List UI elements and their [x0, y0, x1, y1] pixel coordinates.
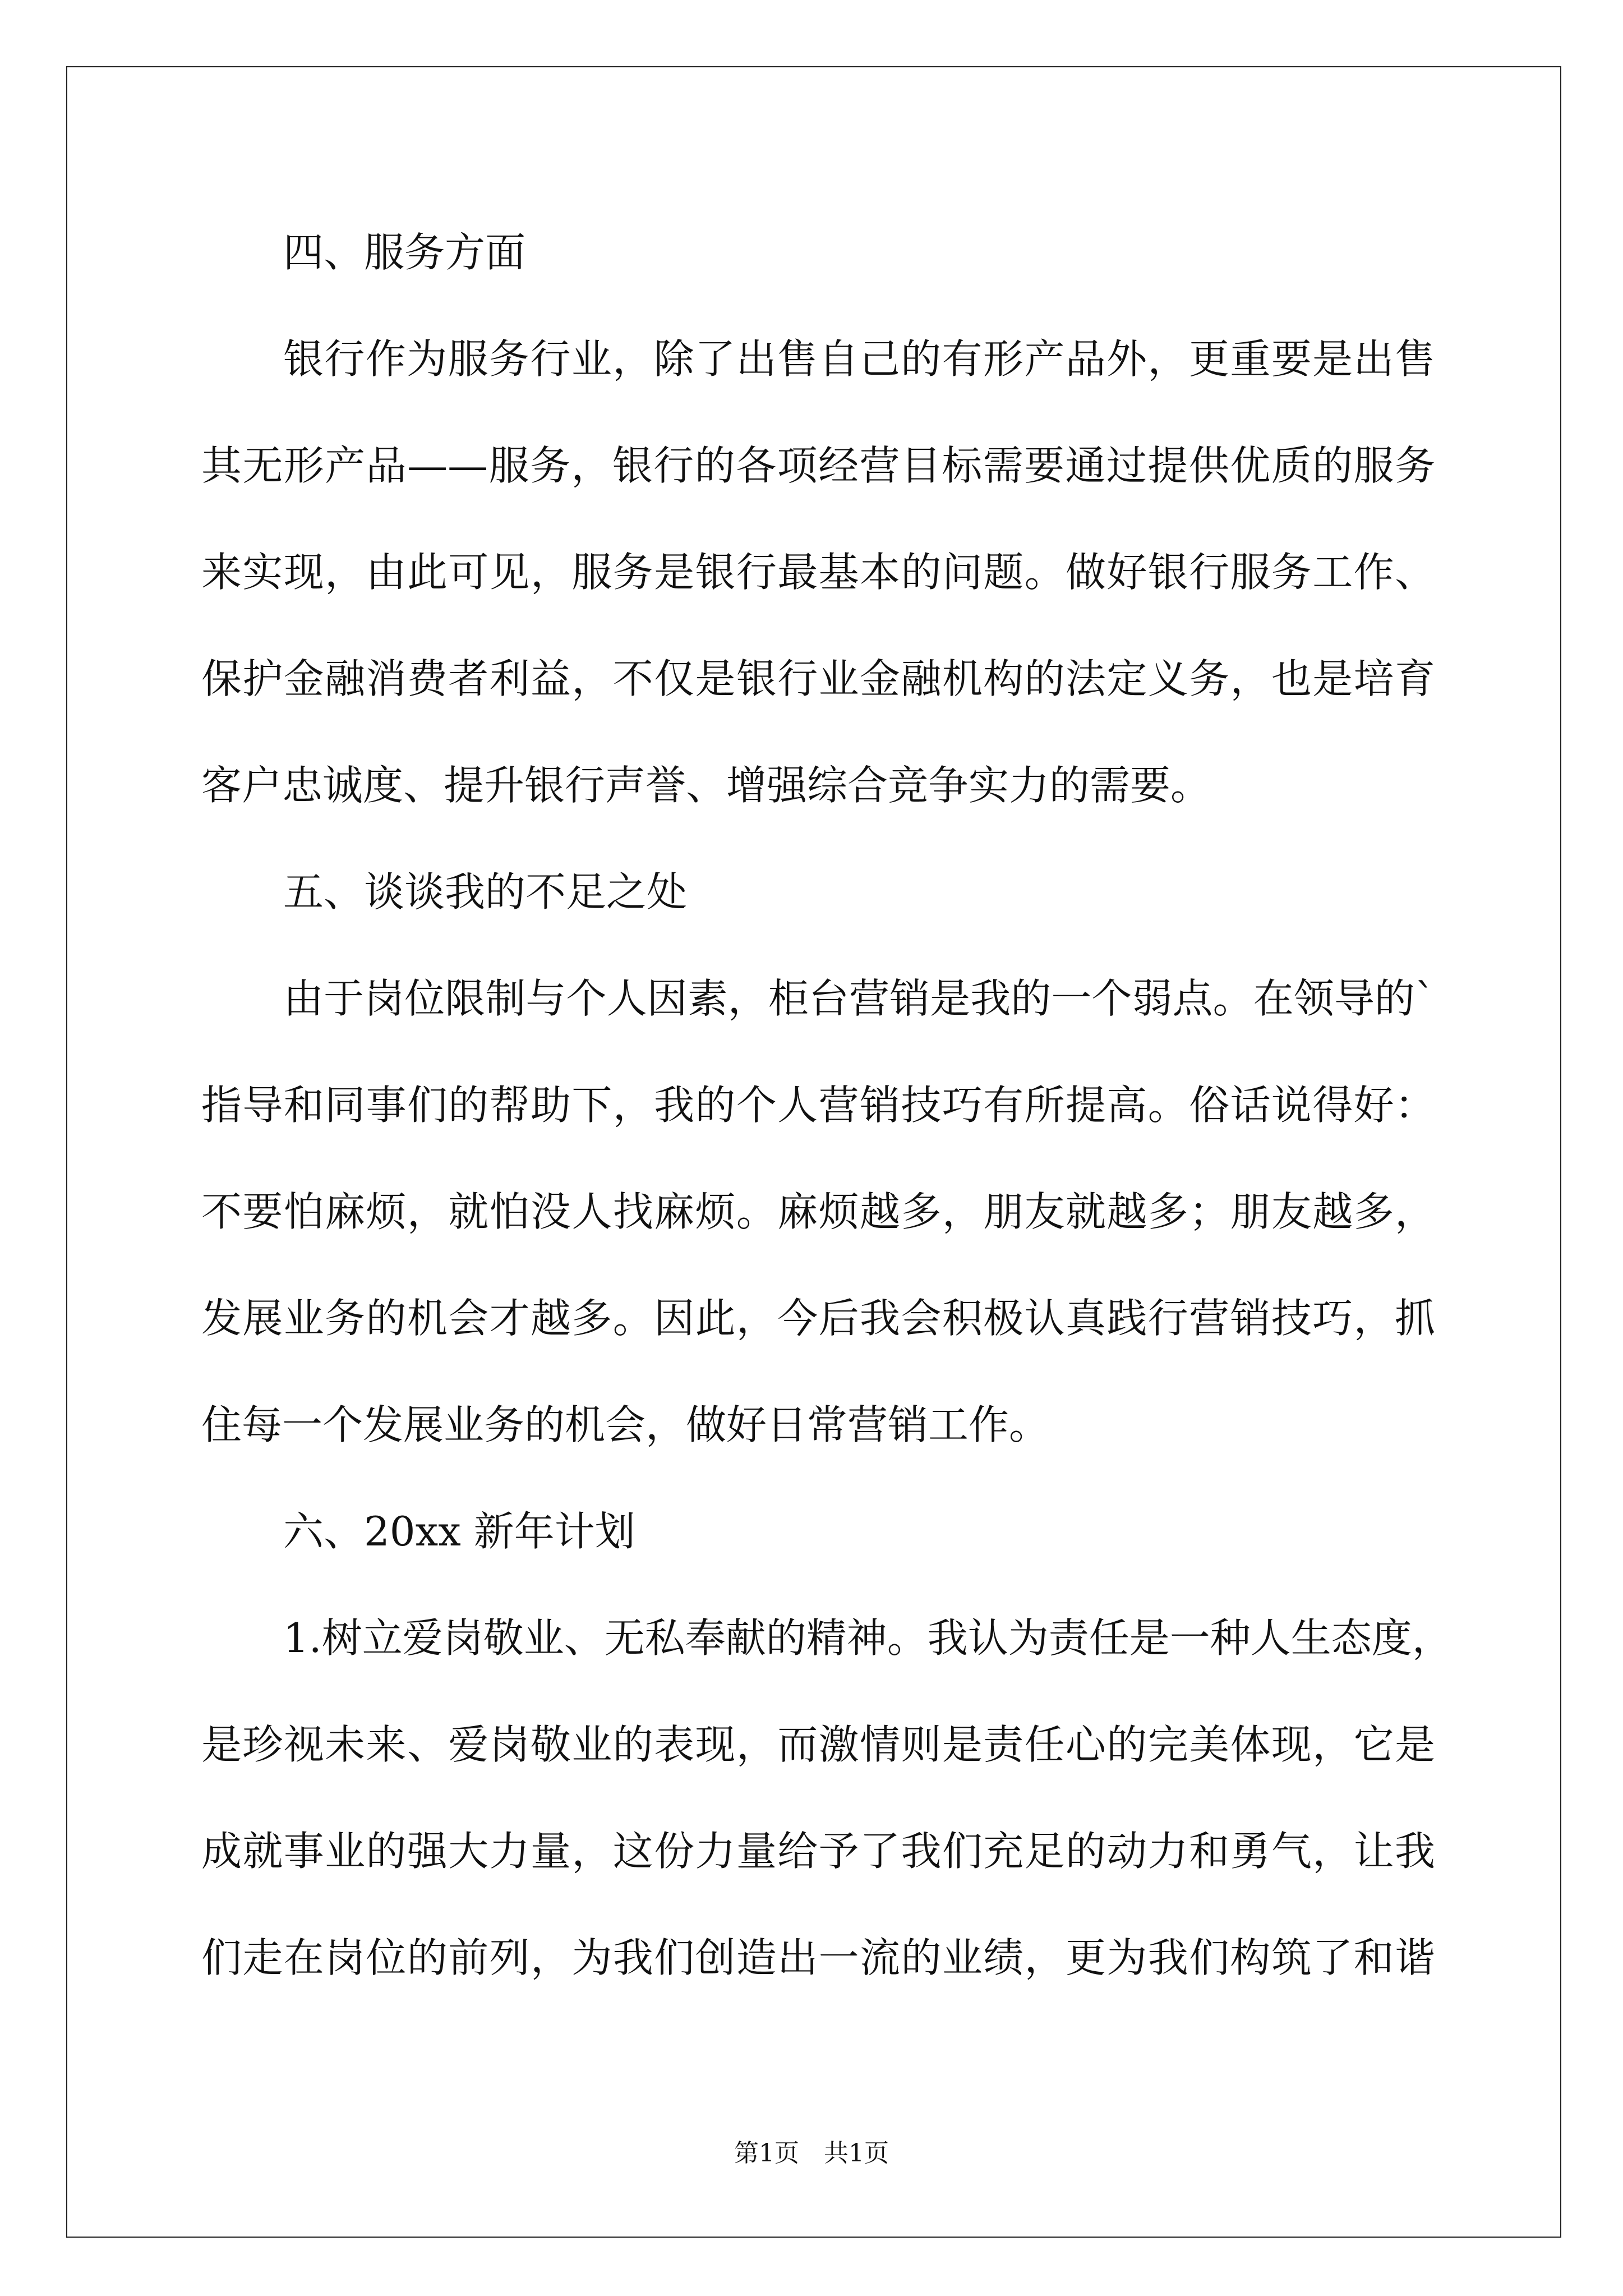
paragraph-line: 们走在岗位的前列，为我们创造出一流的业绩，更为我们构筑了和谐: [201, 1934, 1435, 1981]
section-shortcomings: [201, 839, 1435, 1478]
section-new-year-plan: [201, 1478, 1453, 2011]
page-total: 共1页: [824, 2139, 889, 2168]
page-footer: [0, 2138, 1623, 2169]
paragraph-line: 不要怕麻烦，就怕没人找麻烦。麻烦越多，朋友就越多；朋友越多，: [201, 1188, 1435, 1235]
document-body: [201, 199, 1453, 2011]
paragraph-line: 银行作为服务行业，除了出售自己的有形产品外，更重要是出售: [283, 335, 1435, 383]
paragraph: [201, 306, 1435, 839]
paragraph: [201, 1585, 1453, 2011]
paragraph-line: 来实现，由此可见，服务是银行最基本的问题。做好银行服务工作、: [201, 549, 1435, 596]
paragraph: [201, 945, 1435, 1478]
page-number: 第1页: [734, 2139, 799, 2168]
paragraph-line: 成就事业的强大力量，这份力量给予了我们充足的动力和勇气，让我: [201, 1828, 1435, 1875]
section-service: [201, 199, 1435, 839]
paragraph-line: 发展业务的机会才越多。因此，今后我会积极认真践行营销技巧，抓: [201, 1295, 1435, 1342]
paragraph-line: 由于岗位限制与个人因素，柜台营销是我的一个弱点。在领导的`: [283, 975, 1435, 1022]
paragraph-line: 住每一个发展业务的机会，做好日常营销工作。: [201, 1401, 1050, 1448]
paragraph-line: 其无形产品——服务，银行的各项经营目标需要通过提供优质的服务: [201, 442, 1435, 489]
section-heading: 六、20xx 新年计划: [283, 1508, 635, 1555]
paragraph-line: 客户忠诚度、提升银行声誉、增强综合竞争实力的需要。: [201, 762, 1211, 809]
section-heading: 四、服务方面: [283, 229, 526, 276]
paragraph-line: 保护金融消费者利益，不仅是银行业金融机构的法定义务，也是培育: [201, 655, 1435, 702]
section-heading: 五、谈谈我的不足之处: [283, 868, 688, 915]
paragraph-line: 指导和同事们的帮助下，我的个人营销技巧有所提高。俗话说得好：: [201, 1082, 1435, 1129]
paragraph-line: 1.树立爱岗敬业、无私奉献的精神。我认为责任是一种人生态度，: [283, 1614, 1453, 1662]
paragraph-line: 是珍视未来、爱岗敬业的表现，而激情则是责任心的完美体现，它是: [201, 1721, 1435, 1768]
